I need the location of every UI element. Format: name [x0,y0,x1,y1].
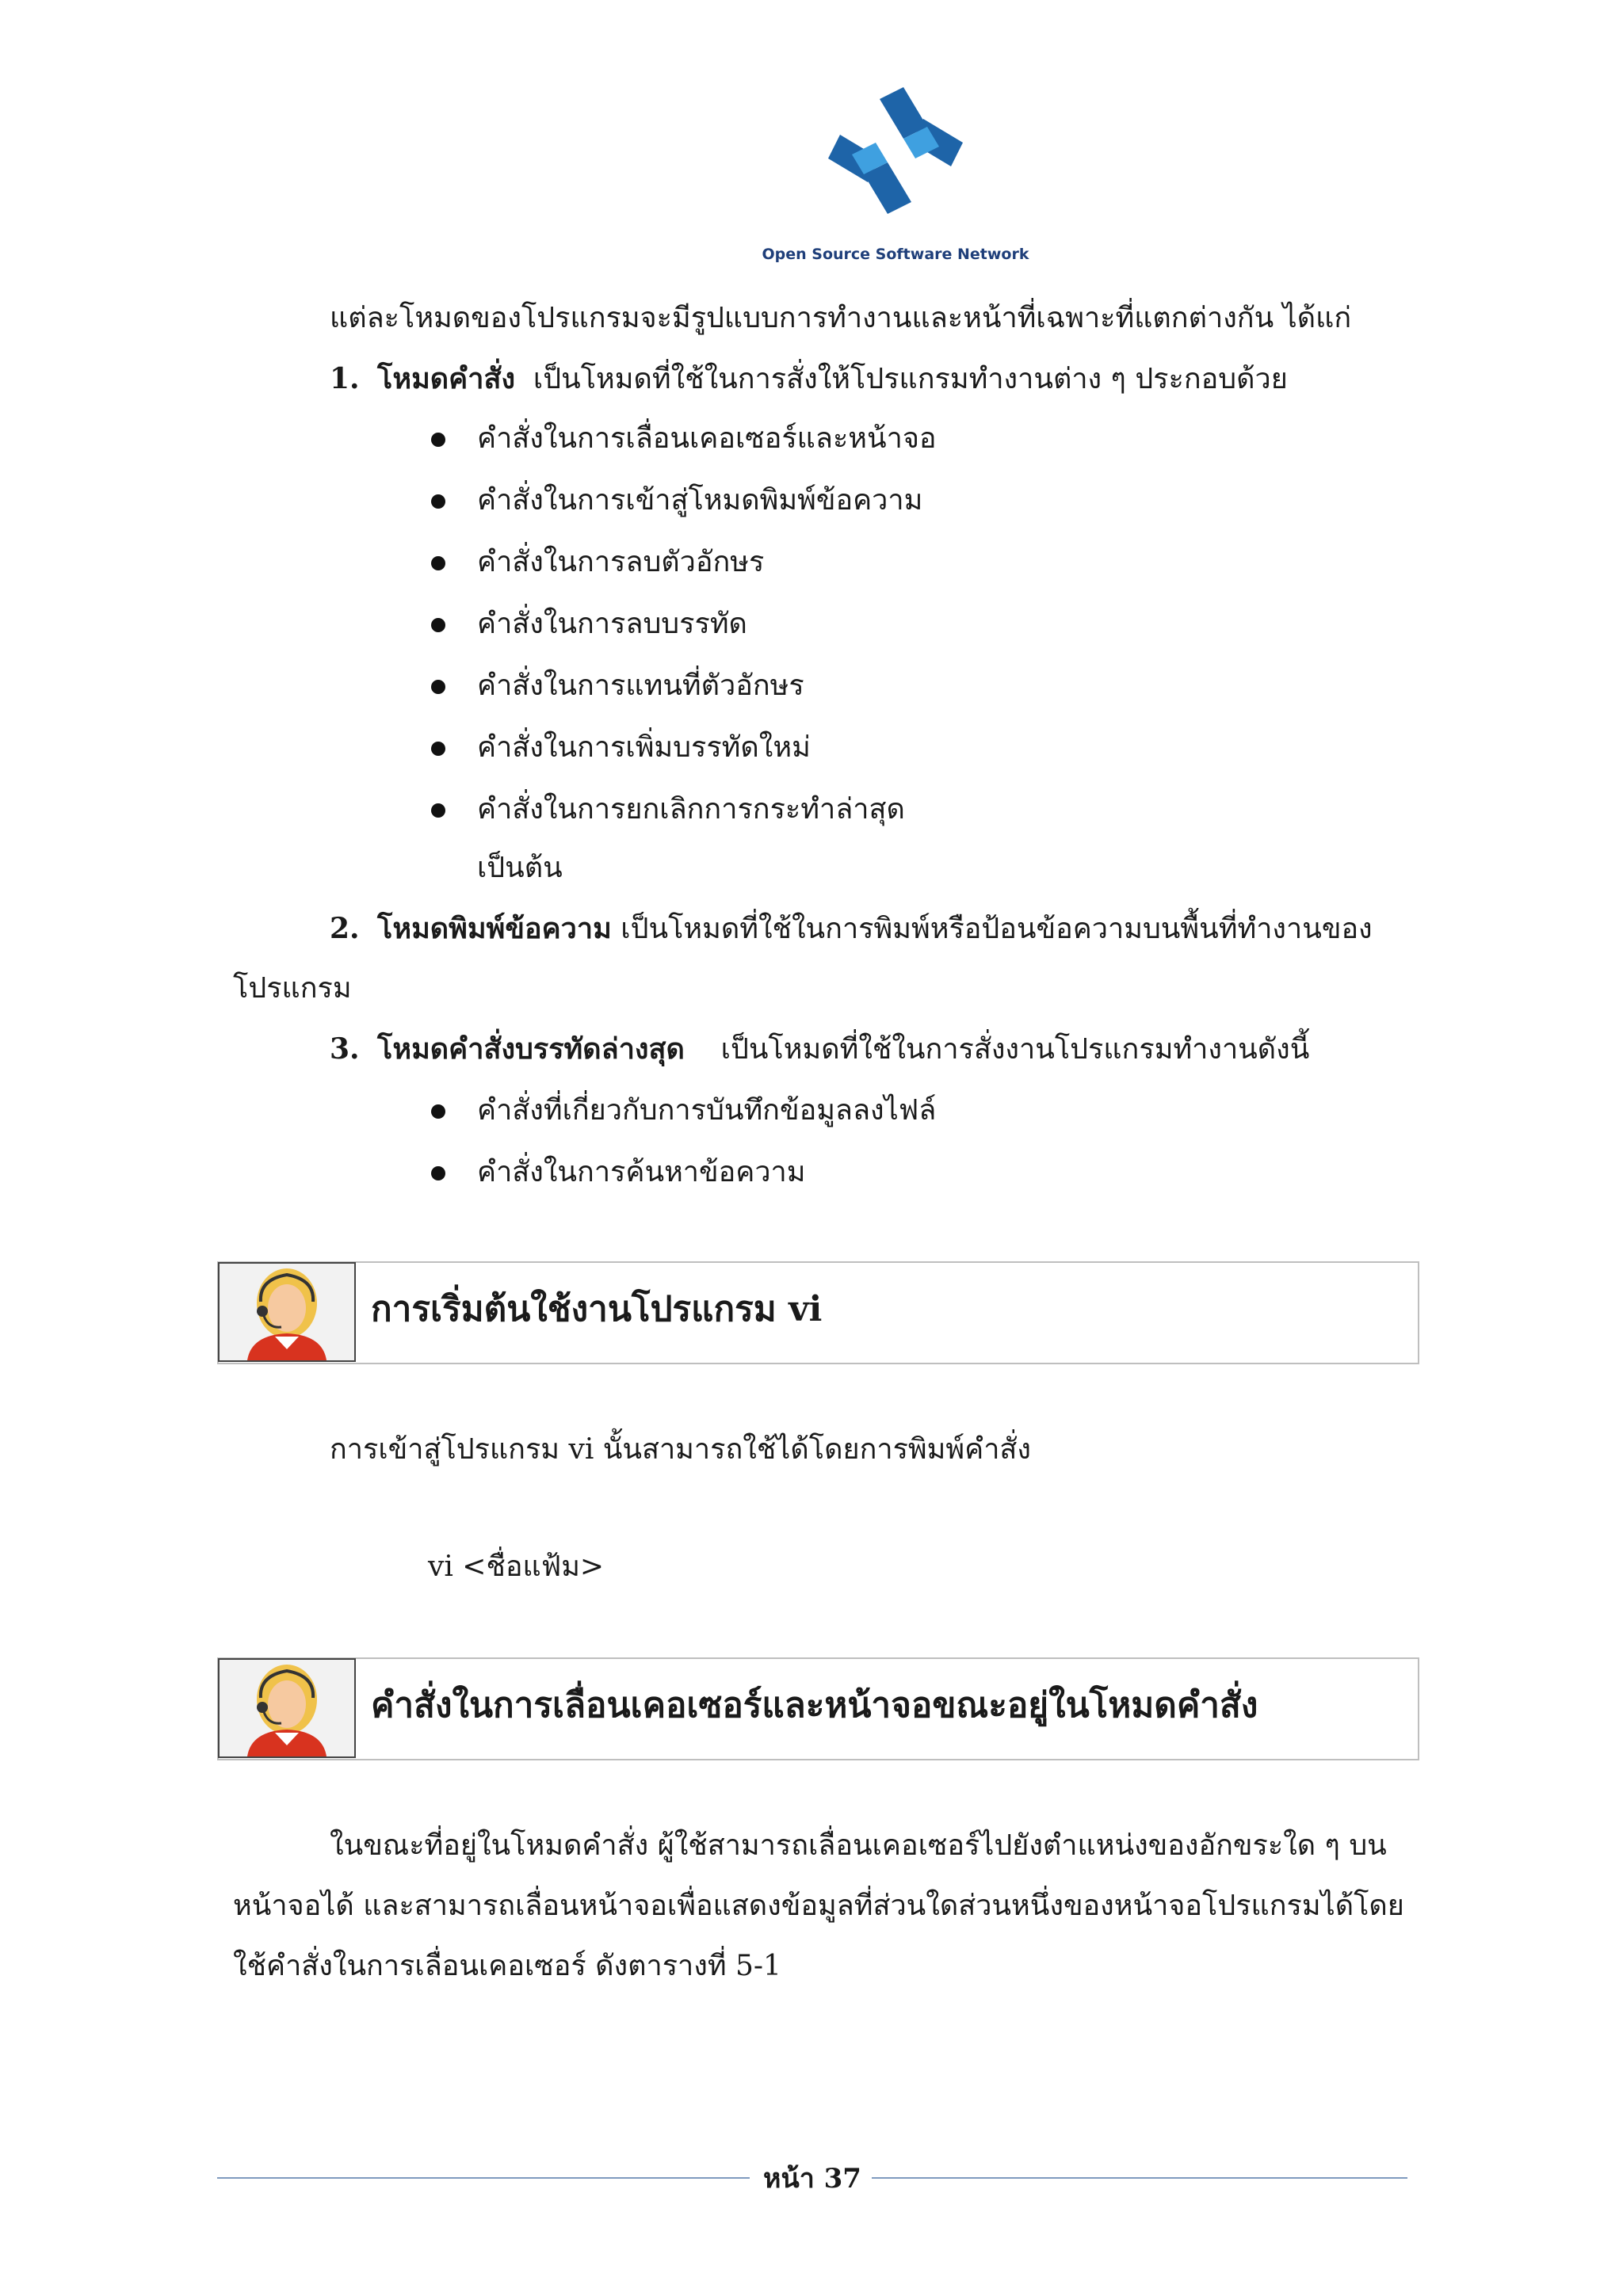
section1-command: vi <ชื่อแฟ้ม> [428,1550,605,1583]
mode1-line [330,355,1288,403]
section1-body: การเข้าสู่โปรแกรม vi นั้นสามารถใช้ได้โดยการพิมพ์คำสั่ง [330,1433,1031,1466]
footer-rule-left [217,2177,750,2179]
support-agent-icon [218,1262,356,1362]
bullet-icon [431,803,445,818]
mode2-number: 2. [330,912,360,945]
mode1-item: คำสั่งในการเข้าสู่โหมดพิมพ์ข้อความ [477,484,923,517]
footer-rule-right [872,2177,1407,2179]
mode1-item: คำสั่งในการลบตัวอักษร [477,546,765,578]
section2-paragraph-line: หน้าจอได้ และสามารถเลื่อนหน้าจอเพื่อแสดงข้อมูลที่ส่วนใดส่วนหนึ่งของหน้าจอโปรแกรมได้โดย [233,1890,1404,1922]
mode3-item: คำสั่งในการค้นหาข้อความ [477,1156,806,1188]
section2-heading-box [217,1657,1419,1760]
mode1-item: คำสั่งในการเลื่อนเคอเซอร์และหน้าจอ [477,422,937,455]
mode2-line [330,905,1373,953]
mode1-number: 1. [330,362,360,395]
section2-paragraph-line: ในขณะที่อยู่ในโหมดคำสั่ง ผู้ใช้สามารถเลื่อนเคอเซอร์ไปยังตำแหน่งของอักขระใด ๆ บน [330,1829,1387,1862]
mode3-number: 3. [330,1032,360,1066]
intro-text: แต่ละโหมดของโปรแกรมจะมีรูปแบบการทำงานและหน้าที่เฉพาะที่แตกต่างกัน ได้แก่ [330,302,1352,334]
bullet-icon [431,1104,445,1119]
section1-heading-box [217,1261,1419,1364]
osn-logo-icon [804,83,987,242]
section2-paragraph-line: ใช้คำสั่งในการเลื่อนเคอเซอร์ ดังตารางที่ 5-1 [233,1950,781,1982]
logo-text: Open Source Software Network [762,246,1029,263]
mode3-title: โหมดคำสั่งบรรทัดล่างสุด [377,1032,685,1066]
mode3-item: คำสั่งที่เกี่ยวกับการบันทึกข้อมูลลงไฟล์ [477,1094,937,1127]
page-number: หน้า 37 [763,2163,861,2195]
mode1-item: คำสั่งในการเพิ่มบรรทัดใหม่ [477,731,811,764]
osn-logo [737,83,1054,273]
bullet-icon [431,618,445,632]
section1-heading: การเริ่มต้นใช้งานโปรแกรม vi [371,1289,823,1329]
mode1-item: คำสั่งในการแทนที่ตัวอักษร [477,669,804,702]
mode3-desc: เป็นโหมดที่ใช้ในการสั่งงานโปรแกรมทำงานดังนี้ [720,1033,1310,1066]
bullet-icon [431,556,445,570]
bullet-icon [431,494,445,509]
mode1-tail: เป็นต้น [477,852,563,884]
bullet-icon [431,742,445,756]
mode2-continuation: โปรแกรม [233,972,352,1005]
bullet-icon [431,1166,445,1180]
mode1-item: คำสั่งในการยกเลิกการกระทำล่าสุด [477,793,905,826]
mode1-item: คำสั่งในการลบบรรทัด [477,608,747,640]
section2-heading: คำสั่งในการเลื่อนเคอเซอร์และหน้าจอขณะอยู่ในโหมดคำสั่ง [371,1685,1258,1726]
mode3-line [330,1025,1309,1074]
mode2-desc: เป็นโหมดที่ใช้ในการพิมพ์หรือป้อนข้อความบนพื้นที่ทำงานของ [621,913,1373,945]
bullet-icon [431,433,445,447]
mode2-title: โหมดพิมพ์ข้อความ [377,912,612,945]
support-agent-icon [218,1658,356,1758]
mode1-desc: เป็นโหมดที่ใช้ในการสั่งให้โปรแกรมทำงานต่าง ๆ ประกอบด้วย [533,363,1288,395]
mode1-title: โหมดคำสั่ง [377,362,516,395]
bullet-icon [431,680,445,694]
